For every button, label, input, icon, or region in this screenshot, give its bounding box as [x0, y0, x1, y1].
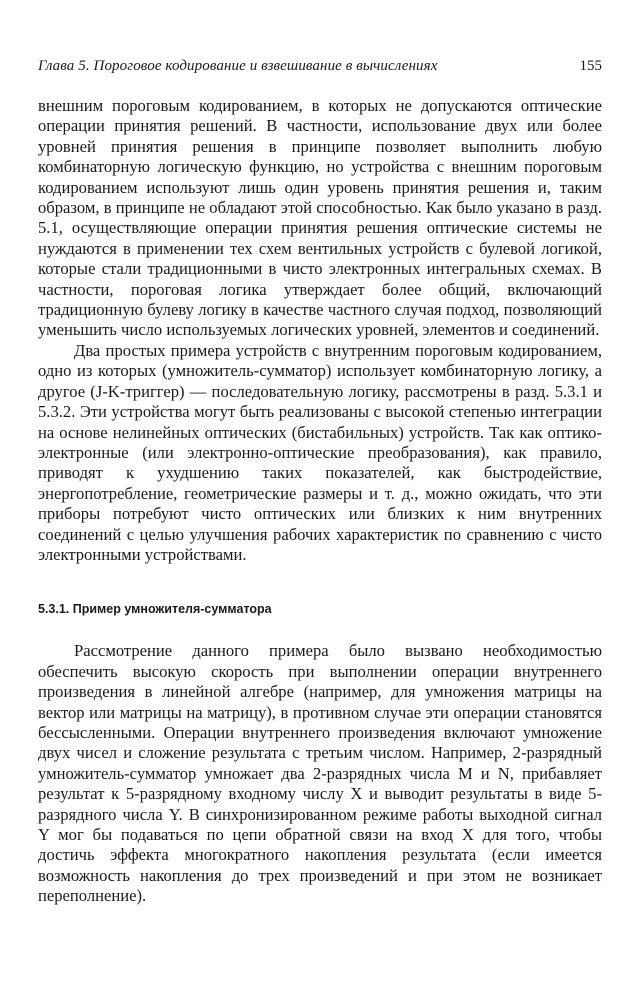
paragraph-continued: внешним пороговым кодированием, в которых не допускаются оптические операции принятия решений. В частности, использование двух или более уровней принятия решения в принципе позволяет выполнить любую комбинаторную логическую функцию, но устройства с внешним пороговым кодированием используют лишь один уровень принятия решения и, таким образом, в принципе не обладают этой способностью. Как было указано в разд. 5.1, осуществляющие операции принятия решения оптические системы не нуждаются в применении тех схем вентильных устройств с булевой логикой, которые стали традиционными в чисто электронных интегральных схемах. В частности, пороговая логика утверждает более общий, включающий традиционную булеву логику в качестве частного случая подход, позволяющий уменьшить число используемых логических уровней, элементов и соединений.: [38, 96, 602, 340]
page-number: 155: [579, 58, 602, 74]
paragraph-multiplier-adder: Рассмотрение данного примера было вызвано необходимостью обеспечить высокую скорость при выполнении операции внутреннего произведения в линейной алгебре (например, для умножения матрицы на вектор или матрицы на матрицу), в противном случае эти операции становятся бессысленными. Операции внутреннего произведения включают умножение двух чисел и сложение результата с третьим числом. Например, 2-разрядный умножитель-сумматор умножает два 2-разрядных числа M и N, прибавляет результат к 5-разрядному входному числу X и выводит результаты в виде 5-разрядного числа Y. В синхронизированном режиме работы выходной сигнал Y мог бы подаваться по цепи обратной связи на вход X для того, чтобы достичь эффекта многократного накопления результата (если имеется возможность накопления до трех произведений и при этом не возникает переполнение).: [38, 641, 602, 906]
running-title: Глава 5. Пороговое кодирование и взвешивание в вычислениях: [38, 58, 438, 74]
paragraph-threshold-devices: Два простых примера устройств с внутренним пороговым кодированием, одно из которых (умножитель-сумматор) использует комбинаторную логику, а другое (J-K-триггер) — последовательную логику, рассмотрены в разд. 5.3.1 и 5.3.2. Эти устройства могут быть реализованы с высокой степенью интеграции на основе нелинейных оптических (бистабильных) устройств. Так как оптико-электронные (или электронно-оптические преобразования), как правило, приводят к ухудшению таких показателей, как быстродействие, энергопотребление, геометрические размеры и т. д., можно ожидать, что эти приборы потребуют чисто оптических или близких к ним внутренних соединений с целью улучшения рабочих характеристик по сравнению с чисто электронными устройствами.: [38, 340, 602, 564]
page-header: [38, 58, 602, 82]
page-body: [38, 96, 602, 907]
section-heading: 5.3.1. Пример умножителя-сумматора: [38, 602, 272, 617]
